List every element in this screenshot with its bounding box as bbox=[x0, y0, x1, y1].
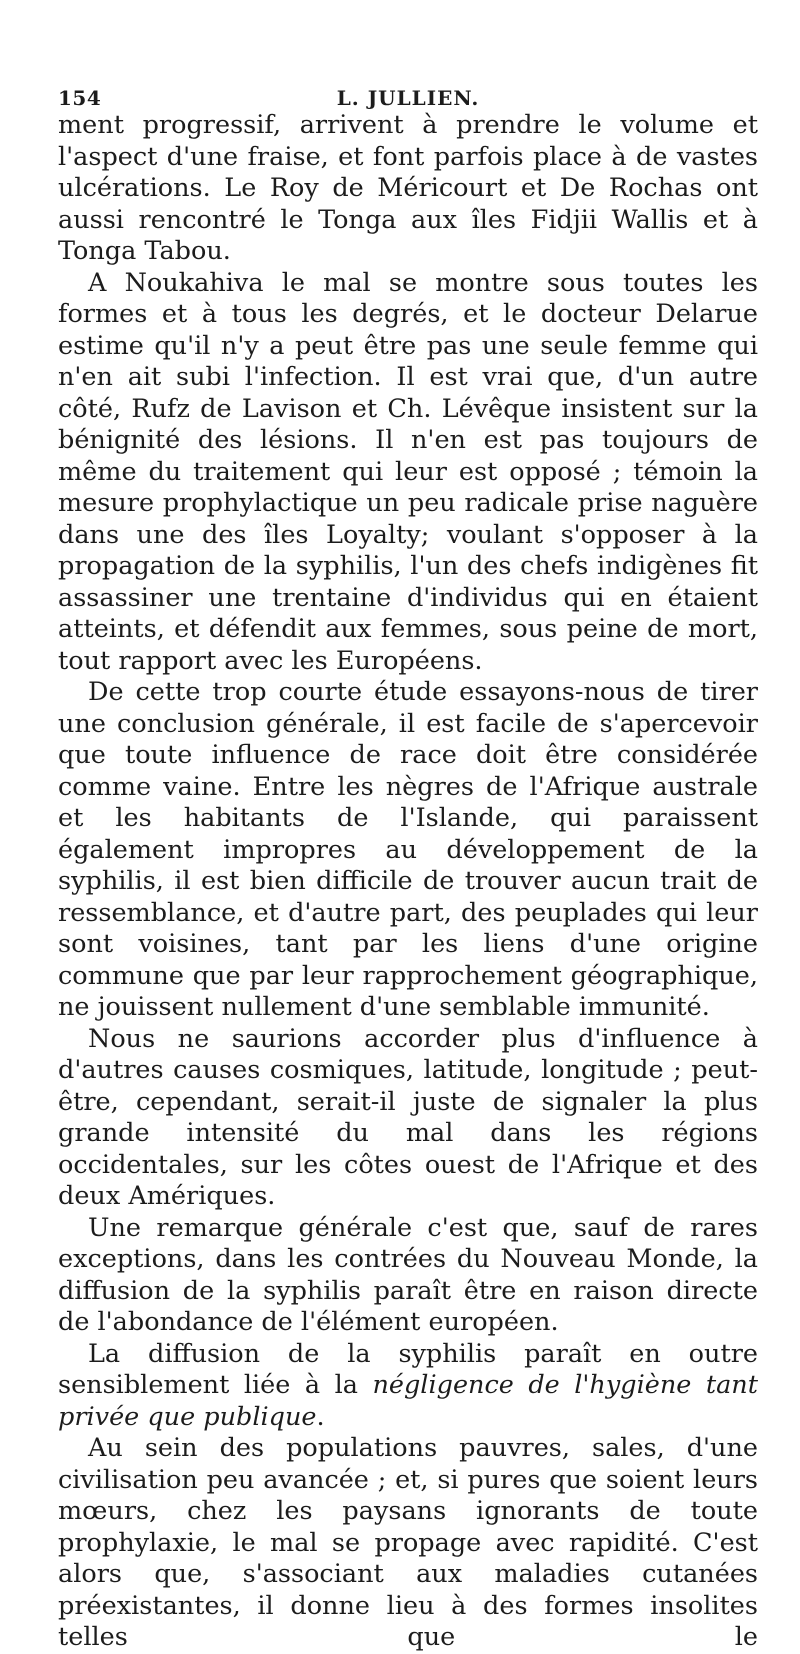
paragraph-7: Au sein des populations pauvres, sales, d'une civilisation peu avancée ; et, si pures que soient leurs mœurs, chez les paysans ignorants de toute prophylaxie, le mal se propage avec rapidité. C'est alors que, s'associant aux maladies cutanées préexistantes, il donne lieu à des formes insolites telles que le bbox=[58, 1433, 758, 1652]
page-number: 154 bbox=[58, 86, 102, 110]
paragraph-3: De cette trop courte étude essayons-nous de tirer une conclusion générale, il est facile de s'apercevoir que toute influence de race doit être considérée comme vaine. Entre les nègres de l'Afrique australe et les habitants de l'Islande, qui paraissent également impropres au développement de la syphilis, il est bien difficile de trouver aucun trait de ressemblance, et d'autre part, des peuplades qui leur sont voisines, tant par les liens d'une origine commune que par leur rapprochement géographique, ne jouissent nullement d'une semblable immunité. bbox=[58, 677, 758, 1022]
running-head: L. JULLIEN. bbox=[336, 86, 480, 110]
paragraph-6 bbox=[58, 1339, 758, 1434]
book-page bbox=[58, 70, 758, 1654]
paragraph-6-text: La diffusion de la syphilis paraît en outre sensiblement liée à la bbox=[58, 1338, 758, 1400]
page-header bbox=[58, 70, 758, 110]
paragraph-4: Nous ne saurions accorder plus d'influence à d'autres causes cosmiques, latitude, longitude ; peut-être, cependant, serait-il juste de signaler la plus grande intensité du mal dans les régions occidentales, sur les côtes ouest de l'Afrique et des deux Amériques. bbox=[58, 1023, 758, 1211]
paragraph-6-end: . bbox=[316, 1401, 325, 1432]
paragraph-6-italic: négligence de l'hygiène tant privée que publique bbox=[58, 1370, 758, 1432]
body-text bbox=[58, 110, 758, 1654]
paragraph-5: Une remarque générale c'est que, sauf de rares exceptions, dans les contrées du Nouveau Monde, la diffusion de la syphilis paraît être en raison directe de l'abondance de l'élément européen. bbox=[58, 1212, 758, 1337]
paragraph-1: ment progressif, arrivent à prendre le volume et l'aspect d'une fraise, et font parfois place à de vastes ulcérations. Le Roy de Méricourt et De Rochas ont aussi rencontré le Tonga aux îles Fidjii Wallis et à Tonga Tabou. bbox=[58, 110, 758, 266]
paragraph-2: A Noukahiva le mal se montre sous toutes les formes et à tous les degrés, et le docteur Delarue estime qu'il n'y a peut être pas une seule femme qui n'en ait subi l'infection. Il est vrai que, d'un autre côté, Rufz de Lavison et Ch. Lévêque insistent sur la bénignité des lésions. Il n'en est pas toujours de même du traitement qui leur est opposé ; témoin la mesure prophylactique un peu radicale prise naguère dans une des îles Loyalty; voulant s'opposer à la propagation de la syphilis, l'un des chefs indigènes fit assassiner une trentaine d'individus qui en étaient atteints, et défendit aux femmes, sous peine de mort, tout rapport avec les Européens. bbox=[58, 267, 758, 676]
